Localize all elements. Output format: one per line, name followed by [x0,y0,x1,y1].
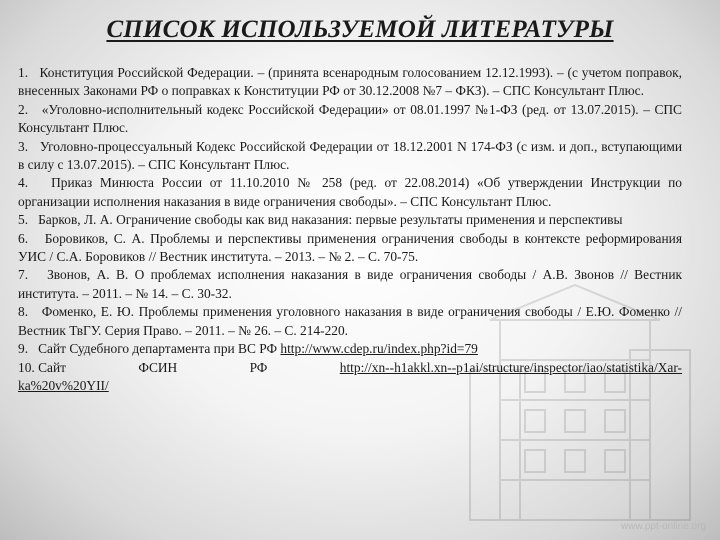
reference-number: 1. [18,65,29,80]
reference-number: 7. [18,267,29,283]
reference-text: Боровиков, С. А. Проблемы и перспективы применения ограничения свободы в контексте реформирования УИС / С.А. Боровиков // Вестник института. – 2013. – № 2. – С. 70-75. [18,230,682,265]
reference-text: Конституция Российской Федерации. – (принята всенародным голосованием 12.12.1993). – (с учетом поправок, внесенных Законами РФ о поправках к Конституции РФ от 30.12.2008 №7 – ФКЗ). – СПС Консультант Плюс. [18,65,682,99]
reference-number: 9. [18,341,29,357]
reference-text: Приказ Минюста России от 11.10.2010 № 258 (ред. от 22.08.2014) «Об утверждении Инструкции по организации исполнения наказания в виде ограничения свободы». – СПС Консультант Плюс. [18,175,682,209]
reference-item-2 [18,101,682,138]
reference-number: 4. [18,175,29,191]
watermark: www.ppt-online.org [620,521,706,532]
reference-item-10 [18,359,682,396]
reference-number: 8. [18,304,29,320]
reference-text: Барков, Л. А. Ограничение свободы как вид наказания: первые результаты применения и перспективы [38,212,623,228]
reference-item-5 [18,211,682,229]
reference-number: 3. [18,138,29,154]
reference-word: Сайт [38,359,67,375]
reference-number: 2. [18,101,29,117]
reference-text: Фоменко, Е. Ю. Проблемы применения уголовного наказания в виде ограничения свободы / Е.Ю. Фоменко // Вестник ТвГУ. Серия Право. – 2011. – № 26. – С. 214-220. [18,304,682,338]
reference-item-1 [18,64,682,101]
reference-word: РФ [249,359,268,375]
reference-item-6 [18,230,682,267]
page-title: СПИСОК ИСПОЛЬЗУЕМОЙ ЛИТЕРАТУРЫ [106,16,614,43]
fsin-link[interactable]: http://xn--h1akkl.xn--p1ai/structure/inspector/iao/statistika/Xar- [339,359,682,375]
reference-item-4 [18,174,682,211]
reference-item-3 [18,138,682,175]
reference-item-8 [18,303,682,340]
reference-number: 5. [18,212,29,228]
reference-text: Сайт Судебного департамента при ВС РФ [38,341,281,357]
reference-number: 10. [18,359,35,375]
reference-text: Уголовно-процессуальный Кодекс Российской Федерации от 18.12.2001 N 174-ФЗ (с изм. и доп., вступающими в силу с 13.07.2015). – СПС Консультант Плюс. [18,138,683,173]
reference-number: 6. [18,230,29,246]
reference-text: Звонов, А. В. О проблемах исполнения наказания в виде ограничения свободы / А.В. Звонов // Вестник института. – 2011. – № 14. – С. 30-32. [18,267,682,301]
reference-item-9 [18,340,682,358]
reference-text: «Уголовно-исполнительный кодекс Российской Федерации» от 08.01.1997 №1-ФЗ (ред. от 13.07.2015). – СПС Консультант Плюс. [18,101,682,136]
reference-item-7 [18,266,682,303]
cdep-link[interactable]: http://www.cdep.ru/index.php?id=79 [280,341,478,357]
reference-word: ФСИН [138,359,178,375]
fsin-link-continuation[interactable]: ka%20v%20YII/ [18,377,109,393]
reference-list [18,64,682,395]
